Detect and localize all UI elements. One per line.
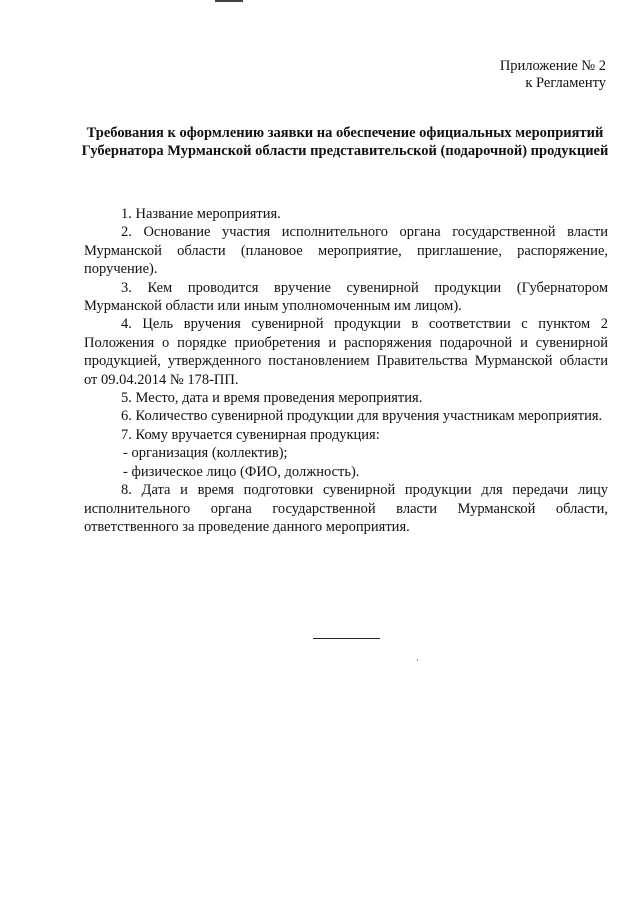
appendix-header: [500, 58, 606, 92]
sub-item: - физическое лицо (ФИО, должность).: [123, 463, 360, 480]
list-item: 4. Цель вручения сувенирной продукции в соответствии с пунктом 2 Положения о порядке приобретения и распоряжения подарочной и сувенирной продукцией, утвержденного постановлением Правительства Мурманской области от 09.04.2014 № 178-ПП.: [84, 316, 608, 388]
appendix-reference: к Регламенту: [525, 75, 606, 91]
top-scan-mark: [215, 0, 243, 2]
appendix-number: Приложение № 2: [499, 58, 606, 74]
list-item: 5. Место, дата и время проведения мероприятия.: [121, 390, 423, 407]
list-item: 1. Название мероприятия.: [121, 206, 281, 222]
list-item: 8. Дата и время подготовки сувенирной продукции для передачи лицу исполнительного органа государственной власти Мурманской области, ответственного за проведение данного мероприятия.: [84, 482, 608, 535]
scan-speck: [417, 659, 418, 661]
list-item: 3. Кем проводится вручение сувенирной продукции (Губернатором Мурманской области или иным уполномоченным им лицом).: [84, 279, 608, 315]
end-divider-line: [313, 638, 380, 639]
requirements-list: [84, 205, 608, 536]
document-title: Требования к оформлению заявки на обеспечение официальных мероприятий Губернатора Мурманской области представительской (подарочной) продукцией: [81, 125, 609, 159]
sub-item: - организация (коллектив);: [123, 445, 288, 462]
list-item: 7. Кому вручается сувенирная продукция:: [121, 426, 380, 443]
list-item: 2. Основание участия исполнительного органа государственной власти Мурманской области (плановое мероприятие, приглашение, распоряжение, поручение).: [84, 224, 608, 278]
list-item: 6. Количество сувенирной продукции для вручения участникам мероприятия.: [121, 408, 603, 425]
